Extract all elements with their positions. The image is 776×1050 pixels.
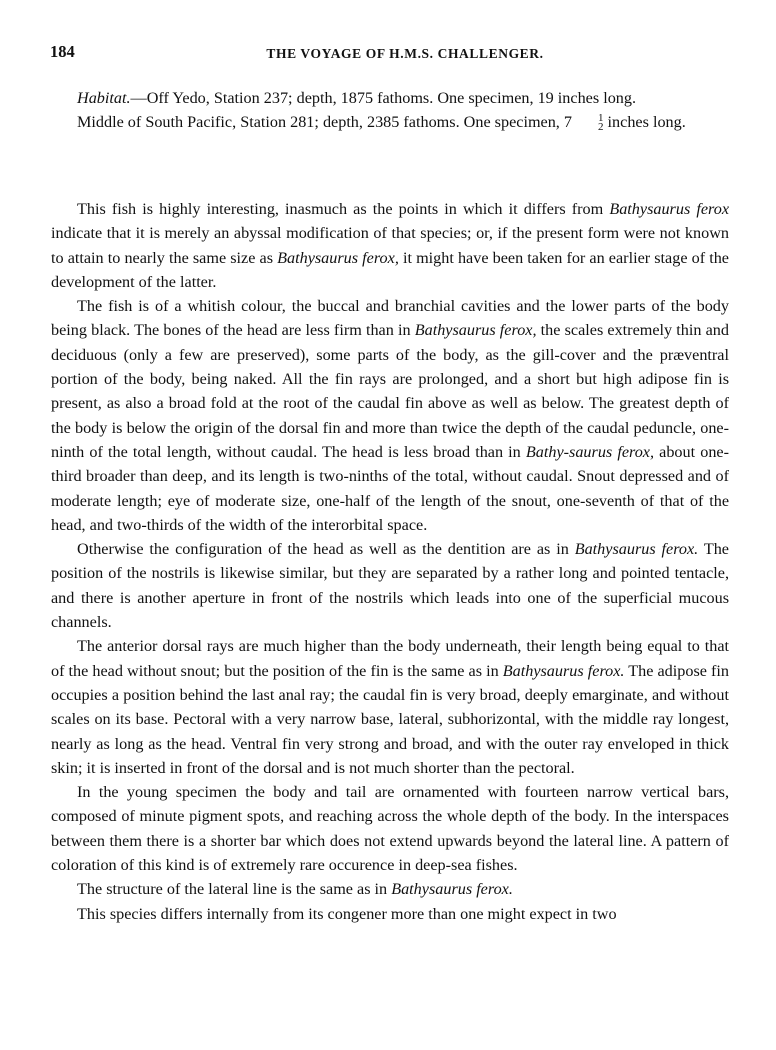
habitat-block — [51, 86, 729, 135]
paragraph-1: This fish is highly interesting, inasmuch as the points in which it differs from Bathysaurus ferox indicate that it is merely an abyssal modification of that species; or, if the present form were not known to attain to nearly the same size as Bathysaurus ferox, it might have been taken for an earlier stage of the development of the latter. — [51, 200, 729, 291]
habitat-paragraph-2: Middle of South Pacific, Station 281; depth, 2385 fathoms. One specimen, 7 1 2 inches long. — [77, 112, 686, 134]
fraction-one-half: 1 2 — [598, 112, 604, 134]
habitat-label: Habitat. — [77, 89, 131, 107]
habitat-paragraph: Habitat.—Off Yedo, Station 237; depth, 1875 fathoms. One specimen, 19 inches long. — [77, 89, 637, 107]
paragraph-2: The fish is of a whitish colour, the buccal and branchial cavities and the lower parts of the body being black. The bones of the head are less firm than in Bathysaurus ferox, the scales extremely thin and deciduous (only a few are preserved), some parts of the body, as the gill-cover and the præventral portion of the body, being naked. All the fin rays are prolonged, and a short but high adipose fin is present, as also a broad fold at the root of the caudal fin above as well as below. The greatest depth of the body is below the origin of the dorsal fin and more than twice the depth of the caudal peduncle, one-ninth of the total length, without caudal. The head is less broad than in Bathy-saurus ferox, about one-third broader than deep, and its length is two-ninths of the total, without caudal. Snout depressed and of moderate length; eye of moderate size, one-half of the length of the snout, one-seventh of that of the head, and two-thirds of the width of the interorbital space. — [51, 297, 729, 534]
paragraph-5: In the young specimen the body and tail are ornamented with fourteen narrow vertical bars, composed of minute pigment spots, and reaching across the whole depth of the body. In the interspaces between them there is a shorter bar which does not extend upwards beyond the lateral line. A pattern of coloration of this kind is of extremely rare occurence in deep-sea fishes. — [51, 783, 729, 875]
page-header — [50, 40, 730, 66]
paragraph-3: Otherwise the configuration of the head as well as the dentition are as in Bathysaurus ferox. The position of the nostrils is likewise similar, but they are separated by a rather long and pointed tentacle, and there is another aperture in front of the nostrils which leads into one of the superficial mucous channels. — [51, 540, 729, 632]
running-title: THE VOYAGE OF H.M.S. CHALLENGER. — [266, 46, 544, 61]
paragraph-6: The structure of the lateral line is the same as in Bathysaurus ferox. — [77, 880, 513, 899]
paragraph-7: This species differs internally from its congener more than one might expect in two — [77, 904, 617, 923]
paragraph-4: The anterior dorsal rays are much higher than the body underneath, their length being equal to that of the head without snout; but the position of the fin is the same as in Bathysaurus ferox. The adipose fin occupies a position behind the last anal ray; the caudal fin is very broad, deeply emarginate, and without scales on its base. Pectoral with a very narrow base, lateral, subhorizontal, with the middle ray longest, nearly as long as the head. Ventral fin very strong and broad, and with the outer ray enveloped in thick skin; it is inserted in front of the dorsal and is not much shorter than the pectoral. — [51, 637, 729, 777]
body-text — [51, 197, 729, 926]
page-number: 184 — [50, 42, 75, 61]
